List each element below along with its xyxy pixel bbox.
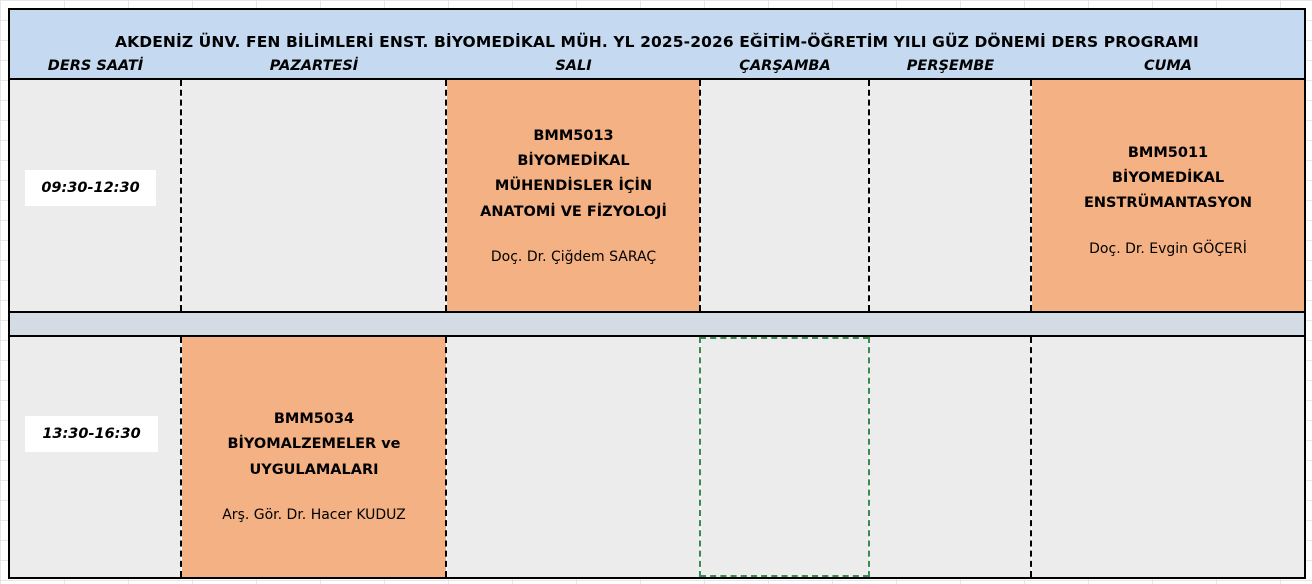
cell-wednesday-afternoon-selected[interactable] bbox=[701, 337, 869, 577]
course-lecturer: Arş. Gör. Dr. Hacer KUDUZ bbox=[222, 507, 406, 523]
cell-thursday-morning[interactable] bbox=[870, 80, 1031, 311]
course-code: BMM5034 bbox=[273, 411, 355, 427]
column-divider bbox=[1030, 80, 1032, 311]
course-code: BMM5011 bbox=[1127, 144, 1209, 161]
course-card-bmm5034[interactable] bbox=[182, 337, 446, 577]
column-divider bbox=[180, 337, 182, 577]
selection-border bbox=[700, 575, 869, 577]
time-slot-morning: 09:30-12:30 bbox=[25, 170, 156, 206]
time-slot-afternoon: 13:30-16:30 bbox=[25, 416, 158, 452]
course-lecturer: Doç. Dr. Evgin GÖÇERİ bbox=[1089, 240, 1247, 257]
column-divider bbox=[445, 337, 447, 577]
schedule-title[interactable]: AKDENİZ ÜNV. FEN BİLİMLERİ ENST. BİYOMEDİKAL MÜH. YL 2025-2026 EĞİTİM-ÖĞRETİM YILI GÜZ DÖNEMİ DERS PROGRAMI bbox=[10, 10, 1304, 54]
column-divider bbox=[1030, 337, 1032, 577]
selection-border bbox=[699, 337, 701, 577]
cell-thursday-afternoon[interactable] bbox=[870, 337, 1031, 577]
cell-tuesday-afternoon[interactable] bbox=[447, 337, 700, 577]
column-divider bbox=[180, 80, 182, 311]
course-name-line: BİYOMEDİKAL bbox=[517, 152, 630, 169]
header-sali[interactable]: SALI bbox=[555, 58, 592, 74]
column-divider bbox=[445, 80, 447, 311]
course-code: BMM5013 bbox=[533, 127, 614, 144]
header-pazartesi[interactable]: PAZARTESİ bbox=[269, 58, 359, 74]
course-name-line: ANATOMİ VE FİZYOLOJİ bbox=[480, 203, 667, 220]
course-lecturer: Doç. Dr. Çiğdem SARAÇ bbox=[490, 249, 657, 266]
header-ders-saati[interactable]: DERS SAATİ bbox=[47, 58, 144, 74]
selection-border bbox=[868, 337, 870, 577]
course-card-bmm5011[interactable] bbox=[1032, 80, 1304, 311]
header-persembe[interactable]: PERŞEMBE bbox=[906, 58, 995, 74]
column-divider bbox=[868, 80, 870, 311]
cell-time-afternoon[interactable] bbox=[10, 337, 181, 577]
lunch-break-separator bbox=[10, 311, 1304, 337]
course-name-line: BİYOMEDİKAL bbox=[1111, 169, 1225, 186]
course-card-bmm5013[interactable] bbox=[447, 80, 700, 311]
column-divider bbox=[699, 80, 701, 311]
header-cuma[interactable]: CUMA bbox=[1143, 58, 1193, 74]
course-name-line: BİYOMALZEMELER ve bbox=[227, 436, 401, 452]
cell-wednesday-morning[interactable] bbox=[701, 80, 869, 311]
course-name-line: UYGULAMALARI bbox=[249, 461, 379, 478]
course-name-line: MÜHENDİSLER İÇİN bbox=[494, 178, 653, 195]
header-carsamba[interactable]: ÇARŞAMBA bbox=[739, 58, 831, 74]
selection-border bbox=[700, 337, 869, 339]
course-name-line: ENSTRÜMANTASYON bbox=[1084, 195, 1252, 211]
cell-monday-morning[interactable] bbox=[182, 80, 446, 311]
cell-friday-afternoon[interactable] bbox=[1032, 337, 1304, 577]
